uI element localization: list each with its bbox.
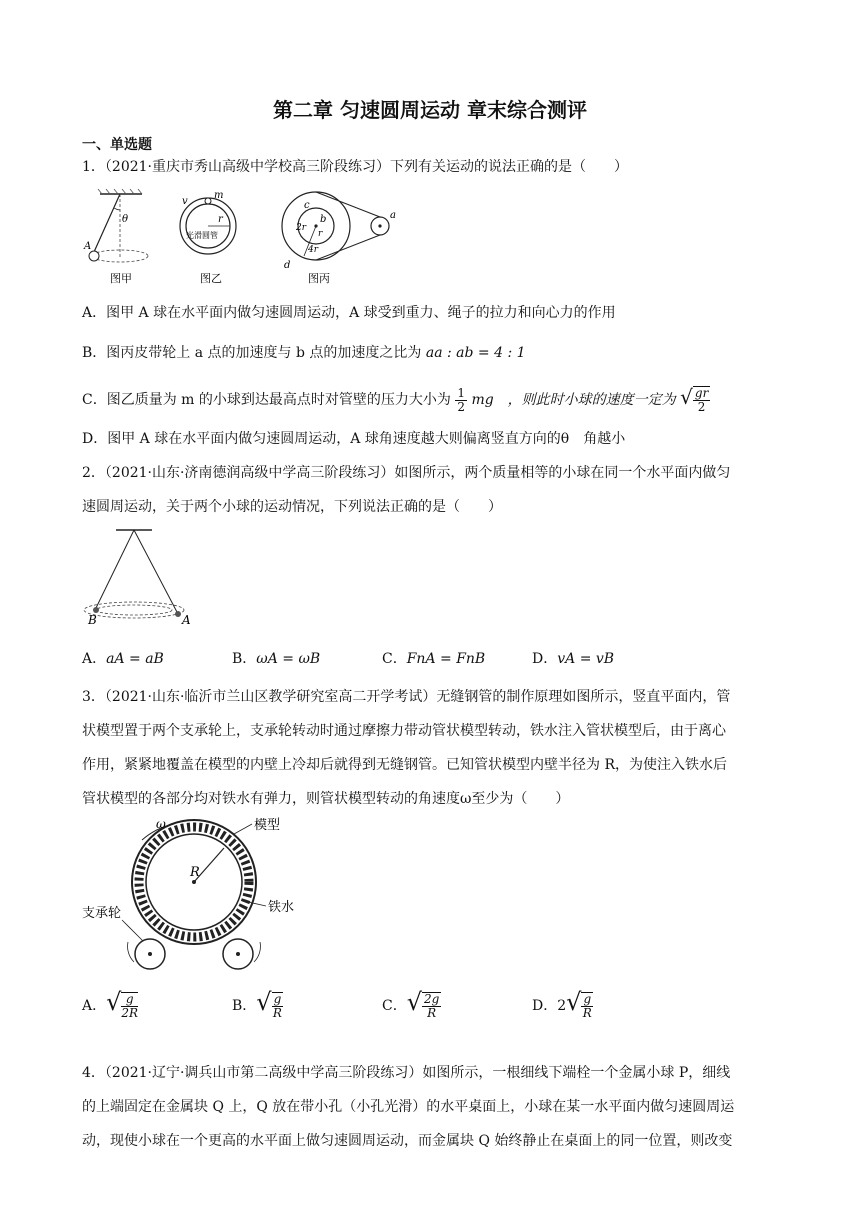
fraction-denominator: 2 (457, 399, 465, 414)
fraction-numerator: g (273, 992, 282, 1006)
q2-option-a (82, 648, 164, 668)
figure-bing (282, 192, 396, 285)
q4-stem-line2: 的上端固定在金属块 Q 上，Q 放在带小孔（小孔光滑）的水平桌面上，小球在某一水平面内做匀速圆周运 (82, 1099, 735, 1115)
figure-jia (83, 189, 148, 285)
option-letter: C． (382, 651, 407, 667)
q3-option-c (382, 988, 441, 1020)
q4-stem (82, 1056, 782, 1158)
q1-option-c-root (693, 386, 710, 414)
smooth-pipe-label: 光滑圆管 (186, 231, 218, 240)
q2-option-d (532, 648, 614, 668)
q3-option-d (532, 988, 593, 1020)
option-letter: D． (532, 651, 558, 667)
q2-option-b (232, 648, 320, 668)
point-d-label: d (284, 260, 291, 271)
option-letter: B． (232, 651, 257, 667)
q1-option-b-text: B．图丙皮带轮上 a 点的加速度与 b 点的加速度之比为 (82, 345, 422, 361)
q2-stem-line2: 速圆周运动，关于两个小球的运动情况，下列说法正确的是（ ） (82, 499, 502, 515)
fraction-numerator: g (121, 993, 138, 1007)
caption-bing: 图丙 (308, 272, 330, 285)
q2-stem (82, 456, 782, 524)
q3-stem-line1: 3．（2021·山东·临沂市兰山区教学研究室高二开学考试）无缝钢管的制作原理如图所示，竖直平面内，管 (82, 689, 731, 705)
q2-stem-line1: 2．（2021·山东·济南德润高级中学高三阶段练习）如图所示，两个质量相等的小球在同一个水平面内做匀 (82, 465, 731, 481)
option-math: vA = vB (557, 651, 615, 667)
q4-stem-line1: 4．（2021·辽宁·调兵山市第二高级中学高三阶段练习）如图所示，一根细线下端栓一个金属小球 P，细线 (82, 1065, 731, 1081)
option-fraction (121, 992, 138, 1020)
q1-stem: 1．（2021·重庆市秀山高级中学校高三阶段练习）下列有关运动的说法正确的是（ ） (82, 159, 628, 175)
velocity-label: v (182, 196, 188, 207)
q1-option-c-text: C．图乙质量为 m 的小球到达最高点时对管壁的压力大小为 (82, 392, 451, 408)
caption-jia: 图甲 (110, 272, 132, 285)
ball-b-label: B (88, 613, 97, 627)
q1-option-c-fraction (455, 387, 467, 414)
q3-stem-line4: 管状模型的各部分均对铁水有弹力，则管状模型转动的角速度ω至少为（ ） (82, 791, 570, 807)
fraction-numerator: 2g (424, 992, 440, 1006)
q1-option-b-math: aa : ab = 4 : 1 (425, 345, 526, 361)
sqrt-icon: √ (106, 988, 122, 1016)
section-heading: 一、单选题 (82, 137, 152, 153)
sqrt-icon: √ (680, 385, 693, 409)
ball-a-label: A (182, 613, 191, 627)
option-math: FnA = FnB (406, 651, 486, 667)
radius-2r-label: 2r (296, 223, 307, 233)
fraction-denominator: R (272, 1006, 282, 1020)
q2-option-c (382, 648, 485, 668)
sqrt-icon: √ (566, 988, 582, 1016)
point-b-label: b (320, 214, 327, 225)
caption-yi: 图乙 (200, 272, 222, 285)
option-fraction (272, 992, 284, 1020)
q3-option-b (232, 988, 283, 1020)
option-letter: B． (232, 998, 257, 1014)
q1-option-c (82, 382, 710, 415)
mass-label: m (214, 190, 224, 201)
option-fraction (422, 992, 441, 1020)
option-math: ωA = ωB (256, 651, 321, 667)
q1-option-d: D．图甲 A 球在水平面内做匀速圆周运动，A 球角速度越大则偏离竖直方向的θ 角越小 (82, 431, 626, 447)
page-title: 第二章 匀速圆周运动 章末综合测评 (273, 98, 587, 122)
sqrt-icon: √ (256, 988, 272, 1016)
q4-stem-line3: 动，现使小球在一个更高的水平面上做匀速圆周运动，而金属块 Q 始终静止在桌面上的同一位置，则改变 (82, 1133, 733, 1149)
radius-4r-label: 4r (308, 245, 319, 255)
option-letter: D． (532, 998, 558, 1014)
q3-stem (82, 680, 782, 816)
option-letter: A． (82, 651, 107, 667)
point-a-label: a (390, 210, 396, 221)
molten-iron-label: 铁水 (268, 900, 295, 915)
option-math: aA = aB (106, 651, 164, 667)
fraction-denominator: 2R (121, 1006, 139, 1020)
point-c-label: c (304, 200, 310, 211)
radius-r-label: R (190, 865, 200, 880)
q1-option-b (82, 342, 526, 364)
q1-figures (82, 186, 402, 288)
root-numerator: gr (694, 386, 709, 400)
fraction-denominator: R (582, 1006, 592, 1020)
q1-option-c-mid: mg ，则此时小球的速度一定为 (471, 392, 676, 408)
root-denominator: 2 (697, 400, 706, 414)
support-wheel-label: 支承轮 (82, 906, 122, 921)
fraction-denominator: R (427, 1006, 437, 1020)
q3-stem-line2: 状模型置于两个支承轮上，支承轮转动时通过摩擦力带动管状模型转动，铁水注入管状模型后，由于离心 (82, 723, 726, 739)
theta-label: θ (122, 214, 129, 225)
q1-option-a: A．图甲 A 球在水平面内做匀速圆周运动，A 球受到重力、绳子的拉力和向心力的作用 (82, 305, 616, 321)
radius-label: r (218, 214, 223, 225)
radius-r-label: r (318, 229, 323, 239)
model-label: 模型 (254, 818, 281, 833)
q2-figure (82, 528, 202, 628)
q3-stem-line3: 作用，紧紧地覆盖在模型的内壁上冷却后就得到无缝钢管。已知管状模型内壁半径为 R，为使注入铁水后 (82, 757, 727, 773)
omega-label: ω (156, 817, 166, 831)
figure-yi (180, 190, 236, 285)
sqrt-icon: √ (406, 988, 423, 1016)
option-letter: C． (382, 998, 407, 1014)
fraction-numerator: g (583, 992, 592, 1006)
option-fraction (581, 992, 593, 1020)
option-coefficient: 2 (557, 998, 567, 1014)
q3-figure (82, 812, 312, 972)
fraction-numerator: 1 (457, 385, 465, 400)
q3-option-a (82, 988, 138, 1020)
ball-a-label: A (84, 241, 92, 252)
option-letter: A． (82, 998, 107, 1014)
